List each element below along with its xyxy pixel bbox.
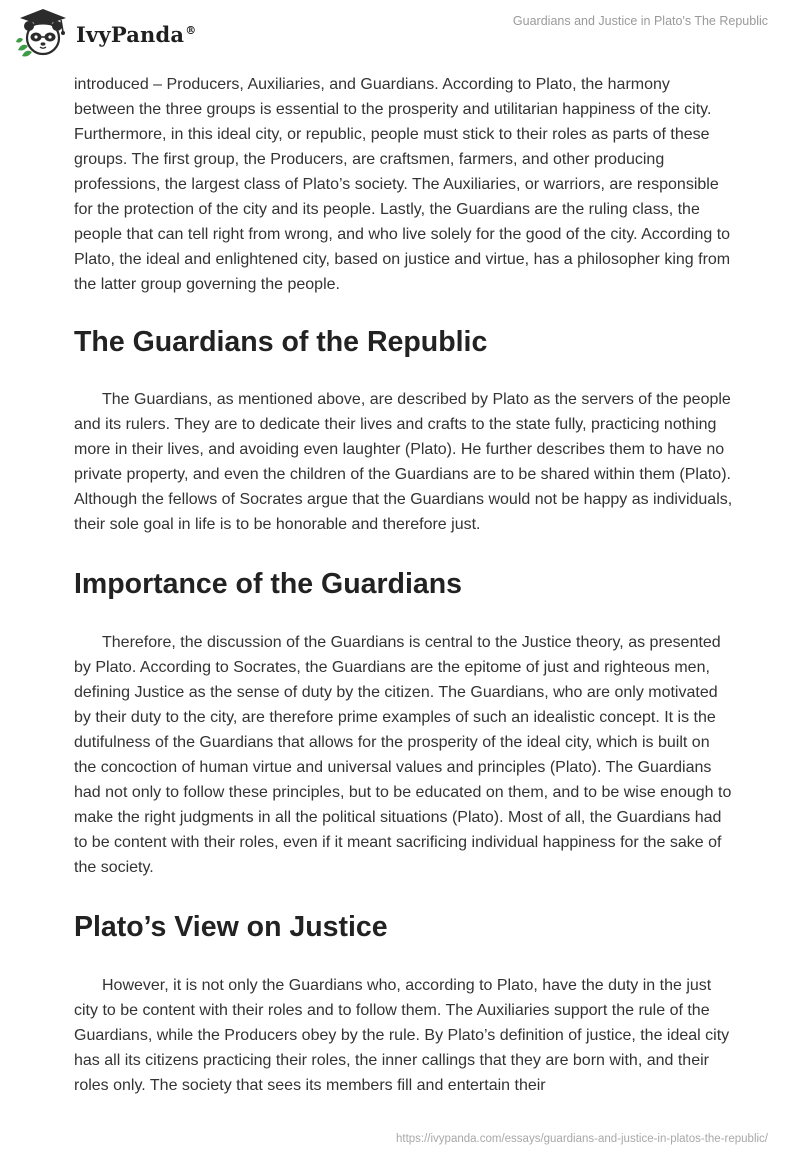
document-title: Guardians and Justice in Plato's The Republic bbox=[512, 14, 768, 28]
source-url-link[interactable]: https://ivypanda.com/essays/guardians-and-justice-in-platos-the-republic/ bbox=[395, 1133, 768, 1145]
section-heading-importance-of-guardians: Importance of the Guardians bbox=[74, 568, 462, 600]
page-header bbox=[0, 0, 800, 62]
registered-mark: ® bbox=[185, 23, 197, 37]
panda-graduate-icon bbox=[14, 6, 72, 58]
section-heading-platos-view-on-justice: Plato’s View on Justice bbox=[74, 911, 388, 943]
ivypanda-logo[interactable] bbox=[14, 6, 196, 58]
section-paragraph-platos-view-on-justice: However, it is not only the Guardians who, according to Plato, have the duty in the just city to be content with their roles and to follow them. The Auxiliaries support the rule of the Guardians, while the Producers obey by the rule. By Plato’s definition of justice, the ideal city has all its citizens practicing their roles, the inner callings that they are born with, and their roles only. The society that sees its members fill and entertain their bbox=[74, 977, 730, 1094]
intro-paragraph: introduced – Producers, Auxiliaries, and Guardians. According to Plato, the harmony between the three groups is essential to the prosperity and utilitarian happiness of the city. Furthermore, in this ideal city, or republic, people must stick to their roles as parts of these groups. The first group, the Producers, are craftsmen, farmers, and other producing professions, the largest class of Plato’s society. The Auxiliaries, or warriors, are responsible for the protection of the city and its people. Lastly, the Guardians are the ruling class, the people that can tell right from wrong, and who live solely for the good of the city. According to Plato, the ideal and enlightened city, based on justice and virtue, has a philosopher king from the latter group governing the people. bbox=[74, 76, 731, 293]
brand-name: IvyPanda® bbox=[76, 21, 197, 47]
section-heading-guardians-of-republic: The Guardians of the Republic bbox=[74, 326, 488, 358]
essay-content bbox=[74, 72, 734, 1098]
section-paragraph-guardians-of-republic: The Guardians, as mentioned above, are described by Plato as the servers of the people and its rulers. They are to dedicate their lives and crafts to the state fully, practicing nothing more in their lives, and avoiding even laughter (Plato). He further describes them to have no private property, and even the children of the Guardians are to be shared within them (Plato). Although the fellows of Socrates argue that the Guardians would not be happy as individuals, their sole goal in life is to be honorable and therefore just. bbox=[74, 391, 733, 533]
section-paragraph-importance-of-guardians: Therefore, the discussion of the Guardians is central to the Justice theory, as presented by Plato. According to Socrates, the Guardians are the epitome of just and righteous men, defining Justice as the sense of duty by the citizen. The Guardians, who are only motivated by their duty to the city, are therefore prime examples of such an idealistic concept. It is the dutifulness of the Guardians that allows for the prosperity of the ideal city, which is built on the concoction of human virtue and universal values and principles (Plato). The Guardians had not only to follow these principles, but to be educated on them, and to be wise enough to make the right judgments in all the political situations (Plato). Most of all, the Guardians had to be content with their roles, even if it meant sacrificing individual happiness for the sake of the society. bbox=[74, 634, 732, 876]
